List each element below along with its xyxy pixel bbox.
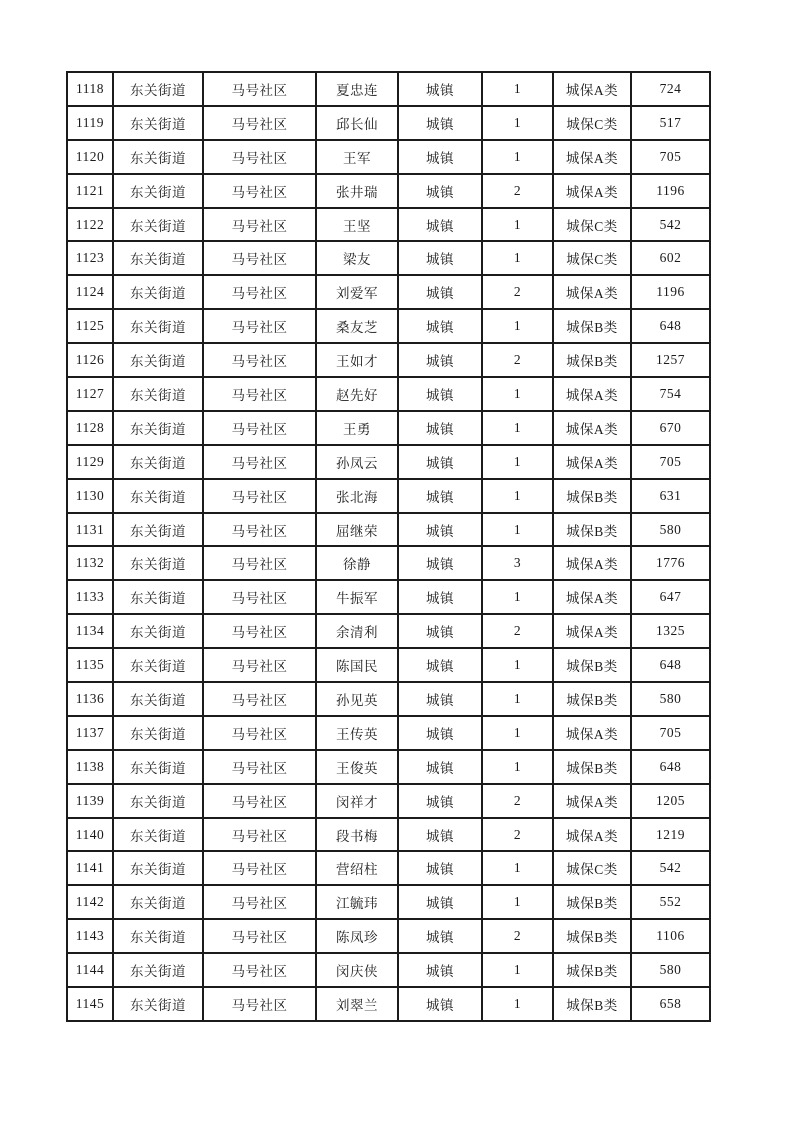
cell-name: 赵先好 xyxy=(316,377,398,411)
cell-person-count: 1 xyxy=(482,309,553,343)
cell-person-count: 1 xyxy=(482,580,553,614)
cell-person-count: 1 xyxy=(482,479,553,513)
cell-name: 王如才 xyxy=(316,343,398,377)
cell-person-count: 1 xyxy=(482,885,553,919)
table-row xyxy=(67,275,710,309)
table-row xyxy=(67,309,710,343)
cell-serial-number: 1119 xyxy=(67,106,113,140)
cell-name: 江毓玮 xyxy=(316,885,398,919)
cell-serial-number: 1134 xyxy=(67,614,113,648)
cell-insurance-category: 城保A类 xyxy=(553,377,631,411)
cell-community: 马号社区 xyxy=(203,851,316,885)
cell-street: 东关街道 xyxy=(113,784,203,818)
cell-insurance-category: 城保A类 xyxy=(553,140,631,174)
cell-street: 东关街道 xyxy=(113,818,203,852)
cell-person-count: 2 xyxy=(482,174,553,208)
cell-insurance-category: 城保B类 xyxy=(553,987,631,1021)
cell-amount: 602 xyxy=(631,241,710,275)
cell-community: 马号社区 xyxy=(203,309,316,343)
cell-amount: 1325 xyxy=(631,614,710,648)
cell-amount: 552 xyxy=(631,885,710,919)
cell-community: 马号社区 xyxy=(203,614,316,648)
cell-name: 孙凤云 xyxy=(316,445,398,479)
cell-name: 邱长仙 xyxy=(316,106,398,140)
cell-insurance-category: 城保B类 xyxy=(553,919,631,953)
cell-person-count: 1 xyxy=(482,377,553,411)
cell-community: 马号社区 xyxy=(203,580,316,614)
cell-amount: 1776 xyxy=(631,546,710,580)
cell-residence-type: 城镇 xyxy=(398,818,482,852)
cell-serial-number: 1140 xyxy=(67,818,113,852)
cell-person-count: 2 xyxy=(482,614,553,648)
cell-residence-type: 城镇 xyxy=(398,851,482,885)
table-row xyxy=(67,750,710,784)
cell-amount: 705 xyxy=(631,716,710,750)
cell-amount: 647 xyxy=(631,580,710,614)
cell-serial-number: 1124 xyxy=(67,275,113,309)
cell-insurance-category: 城保B类 xyxy=(553,953,631,987)
cell-residence-type: 城镇 xyxy=(398,987,482,1021)
cell-serial-number: 1118 xyxy=(67,72,113,106)
cell-person-count: 1 xyxy=(482,140,553,174)
cell-amount: 580 xyxy=(631,953,710,987)
cell-street: 东关街道 xyxy=(113,174,203,208)
cell-residence-type: 城镇 xyxy=(398,513,482,547)
cell-street: 东关街道 xyxy=(113,275,203,309)
resident-subsidy-table xyxy=(66,71,711,1022)
cell-residence-type: 城镇 xyxy=(398,275,482,309)
cell-person-count: 1 xyxy=(482,750,553,784)
cell-serial-number: 1129 xyxy=(67,445,113,479)
cell-community: 马号社区 xyxy=(203,343,316,377)
cell-serial-number: 1123 xyxy=(67,241,113,275)
cell-insurance-category: 城保B类 xyxy=(553,479,631,513)
cell-street: 东关街道 xyxy=(113,309,203,343)
cell-street: 东关街道 xyxy=(113,140,203,174)
cell-serial-number: 1133 xyxy=(67,580,113,614)
table-row xyxy=(67,987,710,1021)
cell-community: 马号社区 xyxy=(203,445,316,479)
cell-insurance-category: 城保B类 xyxy=(553,513,631,547)
cell-serial-number: 1131 xyxy=(67,513,113,547)
cell-insurance-category: 城保A类 xyxy=(553,275,631,309)
cell-amount: 1205 xyxy=(631,784,710,818)
cell-serial-number: 1137 xyxy=(67,716,113,750)
cell-street: 东关街道 xyxy=(113,208,203,242)
cell-residence-type: 城镇 xyxy=(398,72,482,106)
cell-street: 东关街道 xyxy=(113,851,203,885)
cell-street: 东关街道 xyxy=(113,106,203,140)
cell-serial-number: 1138 xyxy=(67,750,113,784)
cell-person-count: 3 xyxy=(482,546,553,580)
cell-insurance-category: 城保A类 xyxy=(553,784,631,818)
cell-insurance-category: 城保B类 xyxy=(553,885,631,919)
cell-community: 马号社区 xyxy=(203,241,316,275)
cell-name: 王传英 xyxy=(316,716,398,750)
cell-amount: 705 xyxy=(631,140,710,174)
cell-serial-number: 1122 xyxy=(67,208,113,242)
cell-community: 马号社区 xyxy=(203,818,316,852)
cell-community: 马号社区 xyxy=(203,716,316,750)
cell-serial-number: 1126 xyxy=(67,343,113,377)
cell-serial-number: 1142 xyxy=(67,885,113,919)
cell-name: 陈国民 xyxy=(316,648,398,682)
cell-name: 梁友 xyxy=(316,241,398,275)
cell-name: 闵祥才 xyxy=(316,784,398,818)
cell-residence-type: 城镇 xyxy=(398,241,482,275)
table-row xyxy=(67,445,710,479)
cell-name: 桑友芝 xyxy=(316,309,398,343)
cell-insurance-category: 城保B类 xyxy=(553,682,631,716)
cell-street: 东关街道 xyxy=(113,750,203,784)
cell-community: 马号社区 xyxy=(203,885,316,919)
cell-residence-type: 城镇 xyxy=(398,682,482,716)
cell-insurance-category: 城保B类 xyxy=(553,750,631,784)
table-row xyxy=(67,241,710,275)
cell-name: 屈继荣 xyxy=(316,513,398,547)
cell-name: 王俊英 xyxy=(316,750,398,784)
cell-serial-number: 1143 xyxy=(67,919,113,953)
cell-serial-number: 1145 xyxy=(67,987,113,1021)
cell-residence-type: 城镇 xyxy=(398,580,482,614)
cell-community: 马号社区 xyxy=(203,953,316,987)
cell-person-count: 1 xyxy=(482,72,553,106)
table-row xyxy=(67,546,710,580)
cell-street: 东关街道 xyxy=(113,716,203,750)
cell-person-count: 1 xyxy=(482,241,553,275)
cell-residence-type: 城镇 xyxy=(398,106,482,140)
cell-amount: 542 xyxy=(631,851,710,885)
cell-residence-type: 城镇 xyxy=(398,377,482,411)
cell-person-count: 2 xyxy=(482,784,553,818)
cell-street: 东关街道 xyxy=(113,241,203,275)
cell-person-count: 1 xyxy=(482,851,553,885)
cell-insurance-category: 城保A类 xyxy=(553,580,631,614)
cell-serial-number: 1120 xyxy=(67,140,113,174)
cell-person-count: 1 xyxy=(482,445,553,479)
cell-residence-type: 城镇 xyxy=(398,614,482,648)
cell-insurance-category: 城保A类 xyxy=(553,72,631,106)
cell-amount: 631 xyxy=(631,479,710,513)
cell-community: 马号社区 xyxy=(203,682,316,716)
cell-insurance-category: 城保A类 xyxy=(553,546,631,580)
cell-serial-number: 1136 xyxy=(67,682,113,716)
cell-residence-type: 城镇 xyxy=(398,953,482,987)
table-row xyxy=(67,411,710,445)
cell-street: 东关街道 xyxy=(113,546,203,580)
table-row xyxy=(67,343,710,377)
cell-serial-number: 1135 xyxy=(67,648,113,682)
cell-insurance-category: 城保A类 xyxy=(553,174,631,208)
cell-amount: 542 xyxy=(631,208,710,242)
cell-community: 马号社区 xyxy=(203,513,316,547)
cell-person-count: 2 xyxy=(482,818,553,852)
table-row xyxy=(67,174,710,208)
cell-serial-number: 1130 xyxy=(67,479,113,513)
cell-street: 东关街道 xyxy=(113,445,203,479)
cell-serial-number: 1127 xyxy=(67,377,113,411)
cell-name: 闵庆侠 xyxy=(316,953,398,987)
cell-community: 马号社区 xyxy=(203,750,316,784)
table-row xyxy=(67,614,710,648)
cell-street: 东关街道 xyxy=(113,614,203,648)
cell-community: 马号社区 xyxy=(203,987,316,1021)
cell-community: 马号社区 xyxy=(203,479,316,513)
cell-residence-type: 城镇 xyxy=(398,546,482,580)
cell-insurance-category: 城保A类 xyxy=(553,411,631,445)
cell-amount: 1219 xyxy=(631,818,710,852)
cell-amount: 724 xyxy=(631,72,710,106)
cell-serial-number: 1132 xyxy=(67,546,113,580)
cell-community: 马号社区 xyxy=(203,411,316,445)
cell-residence-type: 城镇 xyxy=(398,479,482,513)
cell-person-count: 1 xyxy=(482,208,553,242)
cell-residence-type: 城镇 xyxy=(398,885,482,919)
table-row xyxy=(67,580,710,614)
cell-community: 马号社区 xyxy=(203,377,316,411)
cell-serial-number: 1125 xyxy=(67,309,113,343)
table-row xyxy=(67,919,710,953)
table-row xyxy=(67,648,710,682)
cell-serial-number: 1139 xyxy=(67,784,113,818)
cell-serial-number: 1128 xyxy=(67,411,113,445)
cell-name: 王军 xyxy=(316,140,398,174)
cell-person-count: 2 xyxy=(482,275,553,309)
cell-street: 东关街道 xyxy=(113,377,203,411)
cell-name: 王勇 xyxy=(316,411,398,445)
cell-residence-type: 城镇 xyxy=(398,174,482,208)
cell-insurance-category: 城保B类 xyxy=(553,343,631,377)
cell-amount: 580 xyxy=(631,513,710,547)
table-row xyxy=(67,818,710,852)
table-row xyxy=(67,479,710,513)
cell-amount: 580 xyxy=(631,682,710,716)
cell-street: 东关街道 xyxy=(113,479,203,513)
cell-insurance-category: 城保A类 xyxy=(553,445,631,479)
cell-community: 马号社区 xyxy=(203,208,316,242)
cell-name: 孙见英 xyxy=(316,682,398,716)
cell-street: 东关街道 xyxy=(113,343,203,377)
cell-amount: 1196 xyxy=(631,275,710,309)
cell-residence-type: 城镇 xyxy=(398,716,482,750)
table-row xyxy=(67,377,710,411)
cell-community: 马号社区 xyxy=(203,919,316,953)
cell-person-count: 1 xyxy=(482,513,553,547)
table-row xyxy=(67,513,710,547)
cell-amount: 648 xyxy=(631,309,710,343)
cell-insurance-category: 城保C类 xyxy=(553,208,631,242)
cell-amount: 648 xyxy=(631,648,710,682)
cell-amount: 754 xyxy=(631,377,710,411)
cell-name: 陈凤珍 xyxy=(316,919,398,953)
cell-community: 马号社区 xyxy=(203,648,316,682)
cell-insurance-category: 城保A类 xyxy=(553,818,631,852)
cell-amount: 1196 xyxy=(631,174,710,208)
table-row xyxy=(67,851,710,885)
cell-insurance-category: 城保A类 xyxy=(553,614,631,648)
cell-insurance-category: 城保B类 xyxy=(553,309,631,343)
cell-person-count: 1 xyxy=(482,953,553,987)
cell-amount: 658 xyxy=(631,987,710,1021)
cell-community: 马号社区 xyxy=(203,174,316,208)
cell-serial-number: 1144 xyxy=(67,953,113,987)
cell-insurance-category: 城保A类 xyxy=(553,716,631,750)
cell-name: 段书梅 xyxy=(316,818,398,852)
cell-person-count: 1 xyxy=(482,106,553,140)
cell-person-count: 2 xyxy=(482,919,553,953)
cell-name: 夏忠连 xyxy=(316,72,398,106)
cell-name: 王坚 xyxy=(316,208,398,242)
table-row xyxy=(67,784,710,818)
cell-residence-type: 城镇 xyxy=(398,411,482,445)
cell-residence-type: 城镇 xyxy=(398,445,482,479)
cell-community: 马号社区 xyxy=(203,140,316,174)
cell-community: 马号社区 xyxy=(203,72,316,106)
cell-residence-type: 城镇 xyxy=(398,750,482,784)
cell-community: 马号社区 xyxy=(203,275,316,309)
cell-amount: 648 xyxy=(631,750,710,784)
cell-community: 马号社区 xyxy=(203,546,316,580)
cell-insurance-category: 城保C类 xyxy=(553,241,631,275)
table-row xyxy=(67,208,710,242)
cell-name: 徐静 xyxy=(316,546,398,580)
table-row xyxy=(67,72,710,106)
cell-name: 牛振军 xyxy=(316,580,398,614)
cell-name: 张井瑞 xyxy=(316,174,398,208)
cell-person-count: 2 xyxy=(482,343,553,377)
cell-street: 东关街道 xyxy=(113,885,203,919)
cell-residence-type: 城镇 xyxy=(398,309,482,343)
table-row xyxy=(67,682,710,716)
cell-street: 东关街道 xyxy=(113,919,203,953)
cell-amount: 517 xyxy=(631,106,710,140)
cell-person-count: 1 xyxy=(482,716,553,750)
cell-serial-number: 1141 xyxy=(67,851,113,885)
cell-residence-type: 城镇 xyxy=(398,208,482,242)
table-row xyxy=(67,106,710,140)
cell-residence-type: 城镇 xyxy=(398,343,482,377)
cell-insurance-category: 城保C类 xyxy=(553,106,631,140)
cell-street: 东关街道 xyxy=(113,72,203,106)
cell-residence-type: 城镇 xyxy=(398,648,482,682)
cell-amount: 705 xyxy=(631,445,710,479)
cell-street: 东关街道 xyxy=(113,953,203,987)
cell-residence-type: 城镇 xyxy=(398,784,482,818)
table-row xyxy=(67,885,710,919)
cell-residence-type: 城镇 xyxy=(398,140,482,174)
cell-street: 东关街道 xyxy=(113,513,203,547)
cell-community: 马号社区 xyxy=(203,106,316,140)
cell-street: 东关街道 xyxy=(113,682,203,716)
cell-amount: 670 xyxy=(631,411,710,445)
cell-street: 东关街道 xyxy=(113,987,203,1021)
cell-street: 东关街道 xyxy=(113,648,203,682)
table-body xyxy=(67,72,710,1021)
cell-name: 张北海 xyxy=(316,479,398,513)
cell-person-count: 1 xyxy=(482,987,553,1021)
cell-amount: 1106 xyxy=(631,919,710,953)
cell-person-count: 1 xyxy=(482,411,553,445)
cell-name: 营绍柱 xyxy=(316,851,398,885)
table-row xyxy=(67,716,710,750)
table-row xyxy=(67,953,710,987)
cell-residence-type: 城镇 xyxy=(398,919,482,953)
cell-name: 刘翠兰 xyxy=(316,987,398,1021)
cell-amount: 1257 xyxy=(631,343,710,377)
cell-name: 余清利 xyxy=(316,614,398,648)
cell-serial-number: 1121 xyxy=(67,174,113,208)
cell-street: 东关街道 xyxy=(113,411,203,445)
cell-insurance-category: 城保B类 xyxy=(553,648,631,682)
table-row xyxy=(67,140,710,174)
cell-community: 马号社区 xyxy=(203,784,316,818)
cell-person-count: 1 xyxy=(482,648,553,682)
cell-person-count: 1 xyxy=(482,682,553,716)
cell-name: 刘爱军 xyxy=(316,275,398,309)
cell-street: 东关街道 xyxy=(113,580,203,614)
cell-insurance-category: 城保C类 xyxy=(553,851,631,885)
